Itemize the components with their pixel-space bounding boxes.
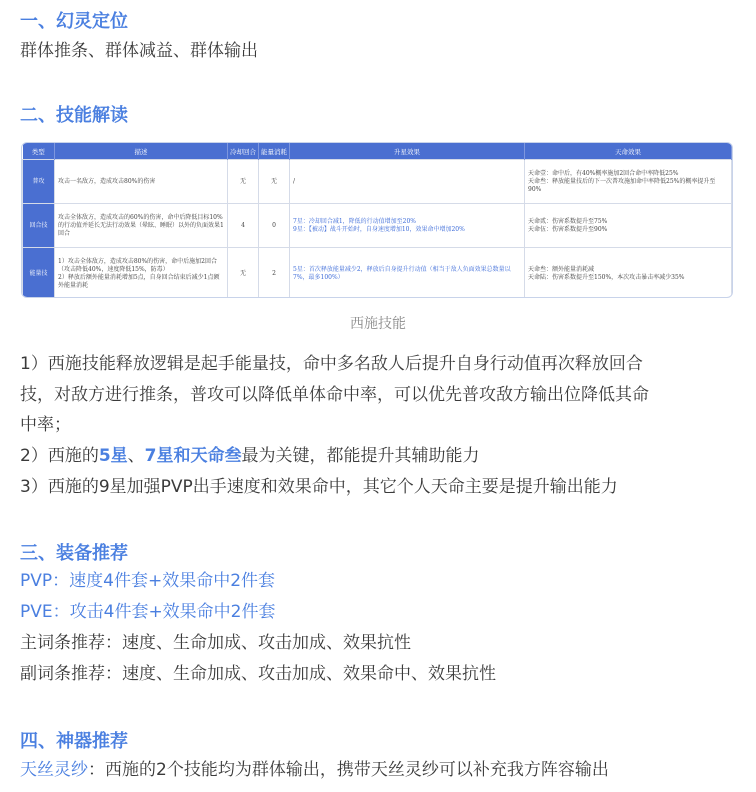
row-fate: 天命叁：额外能量消耗减 天命陆：伤害系数提升至150%，本次攻击暴击率减少35%	[525, 248, 732, 299]
row-fate: 天命贰：伤害系数提升至75% 天命伍：伤害系数提升至90%	[525, 204, 732, 248]
row-fate: 天命壹：命中后，有40%概率施加2回合命中率降低25% 天命叁：释放能量技后的下一次普攻施加命中率降低25%的概率提升至90%	[525, 160, 732, 204]
row-star: /	[290, 160, 525, 204]
row-desc: 攻击全体敌方，造成攻击的60%的伤害，命中后降低目标10%的行动值并延长无法行动效果（晕眩、睡眠）以外的负面效果1回合	[55, 204, 228, 248]
highlight-5-star: 5星	[98, 446, 128, 466]
header-desc: 描述	[55, 143, 228, 160]
row-star: 7星：冷却回合减1，降低的行动值增加至20% 9星：【被动】战斗开始时，自身速度增加10，效果命中增加20%	[290, 204, 525, 248]
header-cooldown: 冷却回合	[228, 143, 259, 160]
header-fate: 天命效果	[525, 143, 732, 160]
section-title-skills: 二、技能解读	[20, 105, 128, 126]
header-energy: 能量消耗	[259, 143, 290, 160]
skill-point-2	[20, 441, 480, 471]
artifact-text: ：西施的2个技能均为群体输出，携带天丝灵纱可以补充我方阵容输出	[88, 760, 609, 780]
table-row	[23, 160, 732, 204]
row-energy: 2	[259, 248, 290, 299]
row-desc: 攻击一名敌方，造成攻击80%的伤害	[55, 160, 228, 204]
row-star: 5星：首次释放能量减少2，释放后自身提升行动值（相当于敌人负面效果总数量以7%，最多100%）	[290, 248, 525, 299]
section-title-artifact: 四、神器推荐	[20, 731, 128, 752]
equipment-pve: PVE：攻击4件套+效果命中2件套	[20, 602, 276, 622]
table-header-row	[23, 143, 732, 160]
table-row	[23, 248, 732, 299]
section-title-positioning: 一、幻灵定位	[20, 11, 128, 32]
skill-point-3: 3）西施的9星加强PVP出手速度和效果命中，其它个人天命主要是提升输出能力	[20, 477, 618, 497]
positioning-text: 群体推条、群体减益、群体输出	[20, 41, 258, 61]
main-stat-recommendation: 主词条推荐：速度、生命加成、攻击加成、效果抗性	[20, 633, 411, 653]
point-2-suffix: 最为关键，都能提升其辅助能力	[241, 446, 480, 466]
row-cooldown: 无	[228, 248, 259, 299]
row-energy: 0	[259, 204, 290, 248]
row-type: 普攻	[23, 160, 55, 204]
highlight-7-star-fate: 7星和天命叁	[144, 446, 242, 466]
row-energy: 无	[259, 160, 290, 204]
artifact-name: 天丝灵纱	[20, 760, 88, 780]
header-type: 类型	[23, 143, 55, 160]
artifact-recommendation	[20, 755, 609, 785]
sub-stat-recommendation: 副词条推荐：速度、生命加成、攻击加成、效果命中、效果抗性	[20, 664, 496, 684]
row-cooldown: 无	[228, 160, 259, 204]
skill-point-1-line-3: 中率；	[20, 415, 71, 435]
row-type: 能量技	[23, 248, 55, 299]
row-desc: 1）攻击全体敌方，造成攻击80%的伤害，命中后施加2回合（攻击降低40%，速度降低15%，防毒） 2）释放后额外能量消耗增加5点，自身回合结束后减少1点额外能量消耗	[55, 248, 228, 299]
skill-point-1-line-2: 技，对敌方进行推条，普攻可以降低单体命中率，可以优先普攻敌方输出位降低其命	[20, 385, 649, 405]
skill-table-image	[21, 142, 733, 298]
point-2-prefix: 2）西施的	[20, 446, 99, 466]
row-cooldown: 4	[228, 204, 259, 248]
header-star: 升星效果	[290, 143, 525, 160]
table-row	[23, 204, 732, 248]
section-title-equipment: 三、装备推荐	[20, 543, 128, 564]
skill-point-1-line-1: 1）西施技能释放逻辑是起手能量技，命中多名敌人后提升自身行动值再次释放回合	[20, 354, 643, 374]
point-2-separator: 、	[127, 446, 145, 466]
table-caption: 西施技能	[350, 316, 406, 332]
equipment-pvp: PVP：速度4件套+效果命中2件套	[20, 571, 276, 591]
row-type: 回合技	[23, 204, 55, 248]
